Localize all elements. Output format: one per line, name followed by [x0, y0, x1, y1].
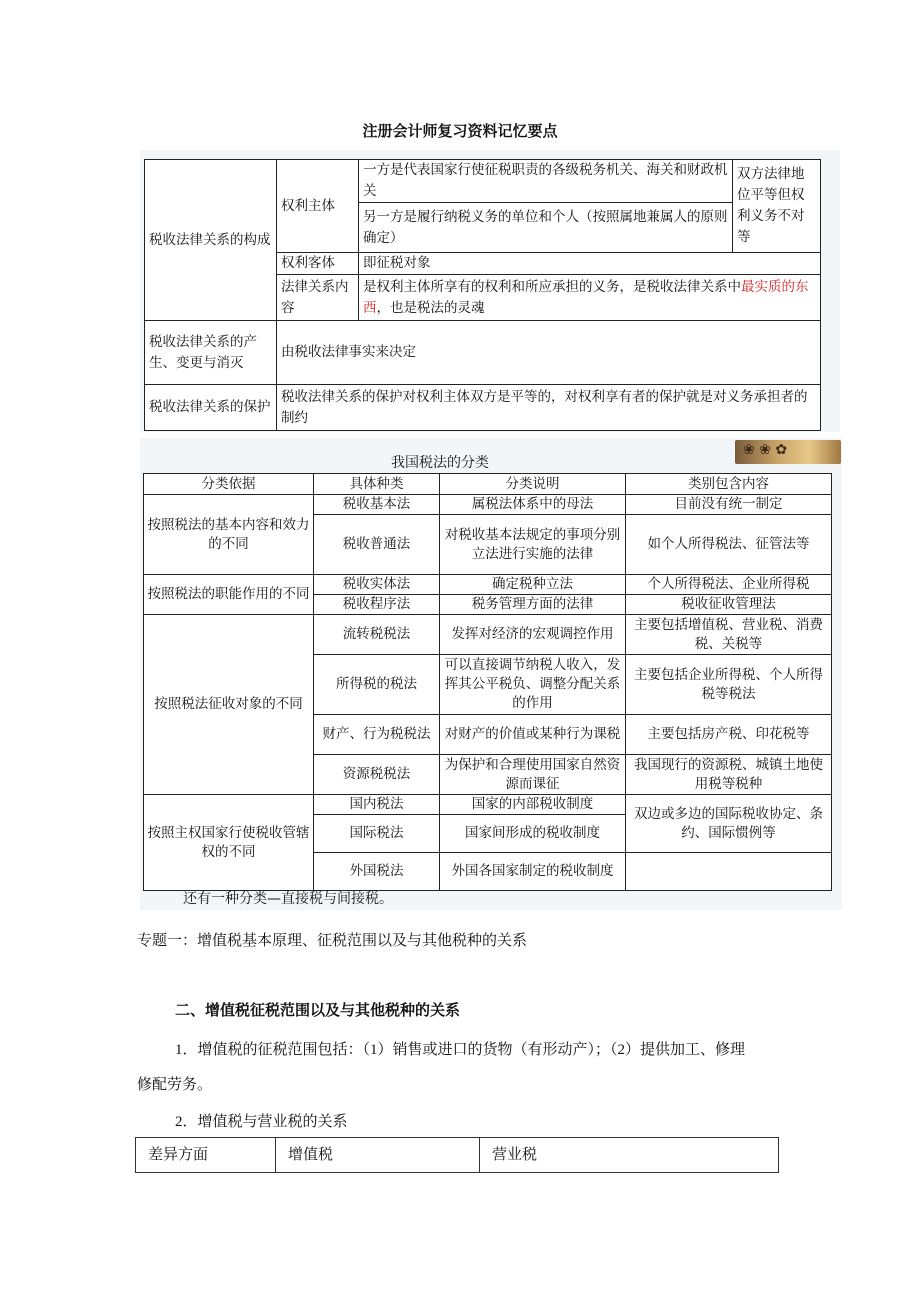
- content-text-highlight: 最实质的东西: [363, 278, 809, 316]
- content-text-2: ，也是税法的灵魂: [376, 299, 485, 316]
- cell-content: 税收征收管理法: [626, 595, 832, 615]
- row-label-change: 税收法律关系的产生、变更与消灭: [145, 321, 277, 385]
- cell-type: 税收普通法: [314, 515, 440, 575]
- header-basis: 分类依据: [144, 474, 314, 495]
- group-label-function: 按照税法的职能作用的不同: [144, 575, 314, 615]
- subject-note: 双方法律地位平等但权利义务不对等: [733, 160, 821, 253]
- header-desc: 分类说明: [440, 474, 626, 495]
- item2-heading: 2．增值税与营业税的关系: [175, 1114, 348, 1130]
- cell-content: 如个人所得税法、征管法等: [626, 515, 832, 575]
- topic-line: 专题一：增值税基本原理、征税范围以及与其他税种的关系: [137, 933, 528, 949]
- document-title: 注册会计师复习资料记忆要点: [362, 122, 558, 140]
- cell-desc: 对财产的价值或某种行为课税: [440, 715, 626, 755]
- row-label-composition: 税收法律关系的构成: [145, 160, 277, 321]
- group-label-content-effect: 按照税法的基本内容和效力的不同: [144, 495, 314, 575]
- cell-type: 税收程序法: [314, 595, 440, 615]
- header-business-tax: 营业税: [480, 1138, 779, 1173]
- cell-type: 税收基本法: [314, 495, 440, 515]
- cell-desc: 为保护和合理使用国家自然资源而课征: [440, 755, 626, 795]
- classification-note: 还有一种分类—直接税与间接税。: [183, 891, 393, 907]
- subject-a: 一方是代表国家行使征税职责的各级税务机关、海关和财政机关: [359, 160, 733, 203]
- cell-content: 我国现行的资源税、城镇土地使用税等税种: [626, 755, 832, 795]
- cell-desc: 税务管理方面的法律: [440, 595, 626, 615]
- cell-type: 流转税税法: [314, 615, 440, 655]
- header-difference: 差异方面: [136, 1138, 276, 1173]
- classification-title: 我国税法的分类: [391, 455, 489, 471]
- vat-business-tax-table: [135, 1137, 779, 1173]
- item1-line2: 修配劳务。: [137, 1077, 213, 1093]
- label-rights-object: 权利客体: [277, 253, 359, 275]
- relation-content-value: [359, 275, 821, 321]
- ornament-banner-icon: ❀ ❀ ✿: [735, 440, 841, 464]
- cell-type: 所得税的税法: [314, 655, 440, 715]
- item1-line1: 1．增值税的征税范围包括：（1）销售或进口的货物（有形动产）；（2）提供加工、修理: [175, 1042, 746, 1058]
- cell-content-international: 双边或多边的国际税收协定、条约、国际惯例等: [626, 795, 832, 853]
- section-heading: 二、增值税征税范围以及与其他税种的关系: [175, 1003, 461, 1019]
- subject-b: 另一方是履行纳税义务的单位和个人（按照属地兼属人的原则确定）: [359, 203, 733, 253]
- cell-desc: 确定税种立法: [440, 575, 626, 595]
- label-relation-content: 法律关系内容: [277, 275, 359, 321]
- cell-content: 目前没有统一制定: [626, 495, 832, 515]
- cell-type: 资源税税法: [314, 755, 440, 795]
- header-vat: 增值税: [276, 1138, 480, 1173]
- cell-type: 财产、行为税税法: [314, 715, 440, 755]
- header-type: 具体种类: [314, 474, 440, 495]
- group-label-object: 按照税法征收对象的不同: [144, 615, 314, 795]
- header-content: 类别包含内容: [626, 474, 832, 495]
- cell-content: 主要包括房产税、印花税等: [626, 715, 832, 755]
- cell-desc: 属税法体系中的母法: [440, 495, 626, 515]
- cell-content: 主要包括企业所得税、个人所得税等税法: [626, 655, 832, 715]
- content-text-1: 是权利主体所享有的权利和所应承担的义务，是税收法律关系中: [363, 278, 741, 295]
- protection-value: 税收法律关系的保护对权利主体双方是平等的，对权利享有者的保护就是对义务承担者的制约: [277, 385, 821, 431]
- row-label-protection: 税收法律关系的保护: [145, 385, 277, 431]
- cell-type: 税收实体法: [314, 575, 440, 595]
- cell-desc: 对税收基本法规定的事项分别立法进行实施的法律: [440, 515, 626, 575]
- cell-desc: 国家间形成的税收制度: [440, 815, 626, 853]
- cell-content-empty: [626, 853, 832, 891]
- cell-desc: 可以直接调节纳税人收入，发挥其公平税负、调整分配关系的作用: [440, 655, 626, 715]
- rights-object-value: 即征税对象: [359, 253, 821, 275]
- cell-type: 国内税法: [314, 795, 440, 815]
- group-label-jurisdiction: 按照主权国家行使税收管辖权的不同: [144, 795, 314, 891]
- cell-type: 外国税法: [314, 853, 440, 891]
- tax-legal-relation-table: [144, 159, 821, 431]
- cell-content: 个人所得税法、企业所得税: [626, 575, 832, 595]
- cell-desc: 发挥对经济的宏观调控作用: [440, 615, 626, 655]
- tax-classification-table: [143, 473, 832, 891]
- cell-content: 主要包括增值税、营业税、消费税、关税等: [626, 615, 832, 655]
- cell-type: 国际税法: [314, 815, 440, 853]
- cell-desc: 国家的内部税收制度: [440, 795, 626, 815]
- label-rights-subject: 权利主体: [277, 160, 359, 253]
- change-value: 由税收法律事实来决定: [277, 321, 821, 385]
- cell-desc: 外国各国家制定的税收制度: [440, 853, 626, 891]
